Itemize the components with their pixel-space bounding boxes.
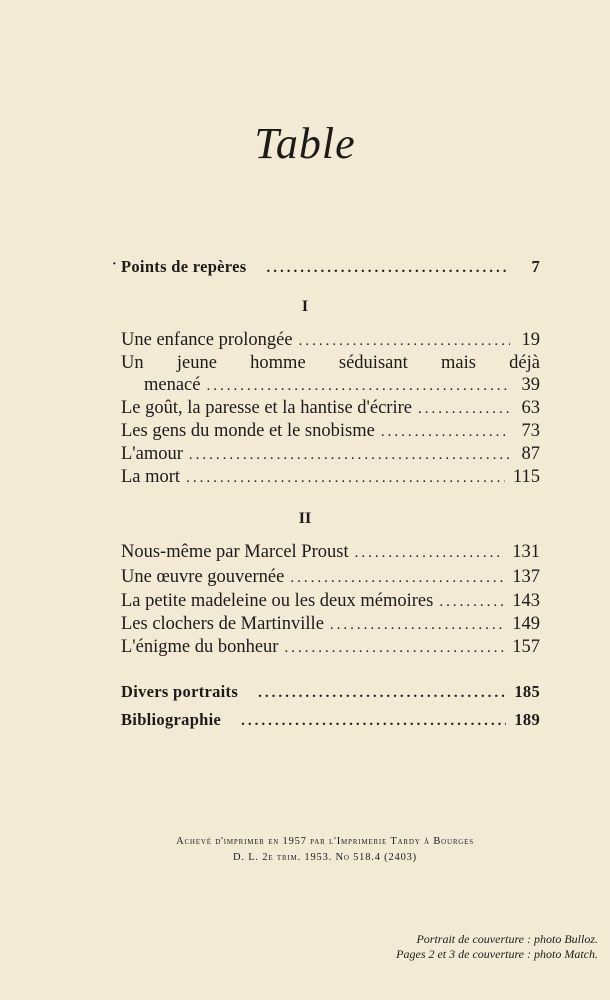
leader-dots — [355, 542, 505, 564]
colophon-line-1: Achevé d'imprimer en 1957 par l'Imprimerie Tardy à Bourges — [176, 836, 474, 847]
leader-dots — [284, 637, 504, 659]
toc-label: Divers portraits — [121, 682, 239, 701]
toc-label: Bibliographie — [121, 710, 222, 729]
leader-dots — [186, 467, 505, 489]
toc-label: L'amour — [121, 444, 183, 464]
toc-label: La petite madeleine ou les deux mémoires — [121, 591, 434, 611]
toc-page: 137 — [512, 567, 540, 587]
toc-label: Le goût, la paresse et la hantise d'écrire — [121, 398, 412, 418]
toc-entry — [121, 566, 540, 589]
toc-entry-line1: Un jeune homme séduisant mais déjà — [121, 353, 540, 373]
toc-label: Points de repères — [121, 257, 247, 276]
credit-line-2: Pages 2 et 3 de couverture : photo Match. — [396, 947, 598, 961]
toc-page: 149 — [512, 614, 540, 634]
toc-label: Les gens du monde et le snobisme — [121, 421, 375, 441]
section-heading-1: I — [301, 298, 309, 315]
leader-dots — [299, 330, 510, 352]
toc-entry — [121, 443, 540, 466]
leader-dots — [266, 257, 510, 279]
toc-page: 189 — [514, 710, 540, 729]
leader-dots — [258, 682, 506, 704]
leader-dots — [439, 591, 504, 613]
toc-entry — [121, 466, 540, 489]
leader-dots — [418, 398, 510, 420]
leader-dots — [207, 375, 511, 397]
toc-page: 115 — [512, 467, 540, 487]
toc-page: 63 — [521, 398, 540, 418]
toc-entry-bibliographie — [121, 709, 540, 732]
toc-page: 131 — [512, 542, 540, 562]
toc-entry — [121, 541, 540, 564]
toc-page: 73 — [521, 421, 540, 441]
credit-line-1: Portrait de couverture : photo Bulloz. — [416, 932, 598, 946]
toc-entry-points-de-reperes — [121, 256, 540, 279]
toc-label: La mort — [121, 467, 181, 487]
cover-credits — [298, 932, 598, 962]
toc-page: 185 — [514, 682, 540, 701]
toc-label: Les clochers de Martinville — [121, 614, 324, 634]
colophon-line-2: D. L. 2e trim. 1953. No 518.4 (2403) — [233, 852, 417, 863]
leader-dots — [241, 710, 506, 732]
toc-entry — [144, 374, 540, 397]
toc-entry — [121, 420, 540, 443]
page-title: Table — [254, 119, 356, 168]
toc-entry-divers-portraits — [121, 681, 540, 704]
toc-entry — [121, 397, 540, 420]
leader-dots — [290, 567, 504, 589]
toc-page: 39 — [521, 375, 540, 395]
toc-page: 19 — [521, 330, 540, 350]
section-heading-2: II — [298, 510, 312, 527]
toc-label: Nous-même par Marcel Proust — [121, 542, 349, 562]
leader-dots — [381, 421, 510, 443]
leader-dots — [330, 614, 504, 636]
toc-page: 143 — [512, 591, 540, 611]
toc-label: L'énigme du bonheur — [121, 637, 279, 657]
toc-page: 157 — [512, 637, 540, 657]
leader-dots — [189, 444, 510, 466]
toc-label: menacé — [144, 375, 201, 395]
toc-entry — [121, 636, 540, 659]
toc-label: Une enfance prolongée — [121, 330, 293, 350]
toc-page: 7 — [531, 257, 540, 276]
toc-entry — [121, 613, 540, 636]
toc-entry — [121, 590, 540, 613]
toc-entry — [121, 329, 540, 352]
print-speck: · — [112, 257, 117, 272]
toc-label: Une œuvre gouvernée — [121, 567, 285, 587]
toc-page: 87 — [521, 444, 540, 464]
